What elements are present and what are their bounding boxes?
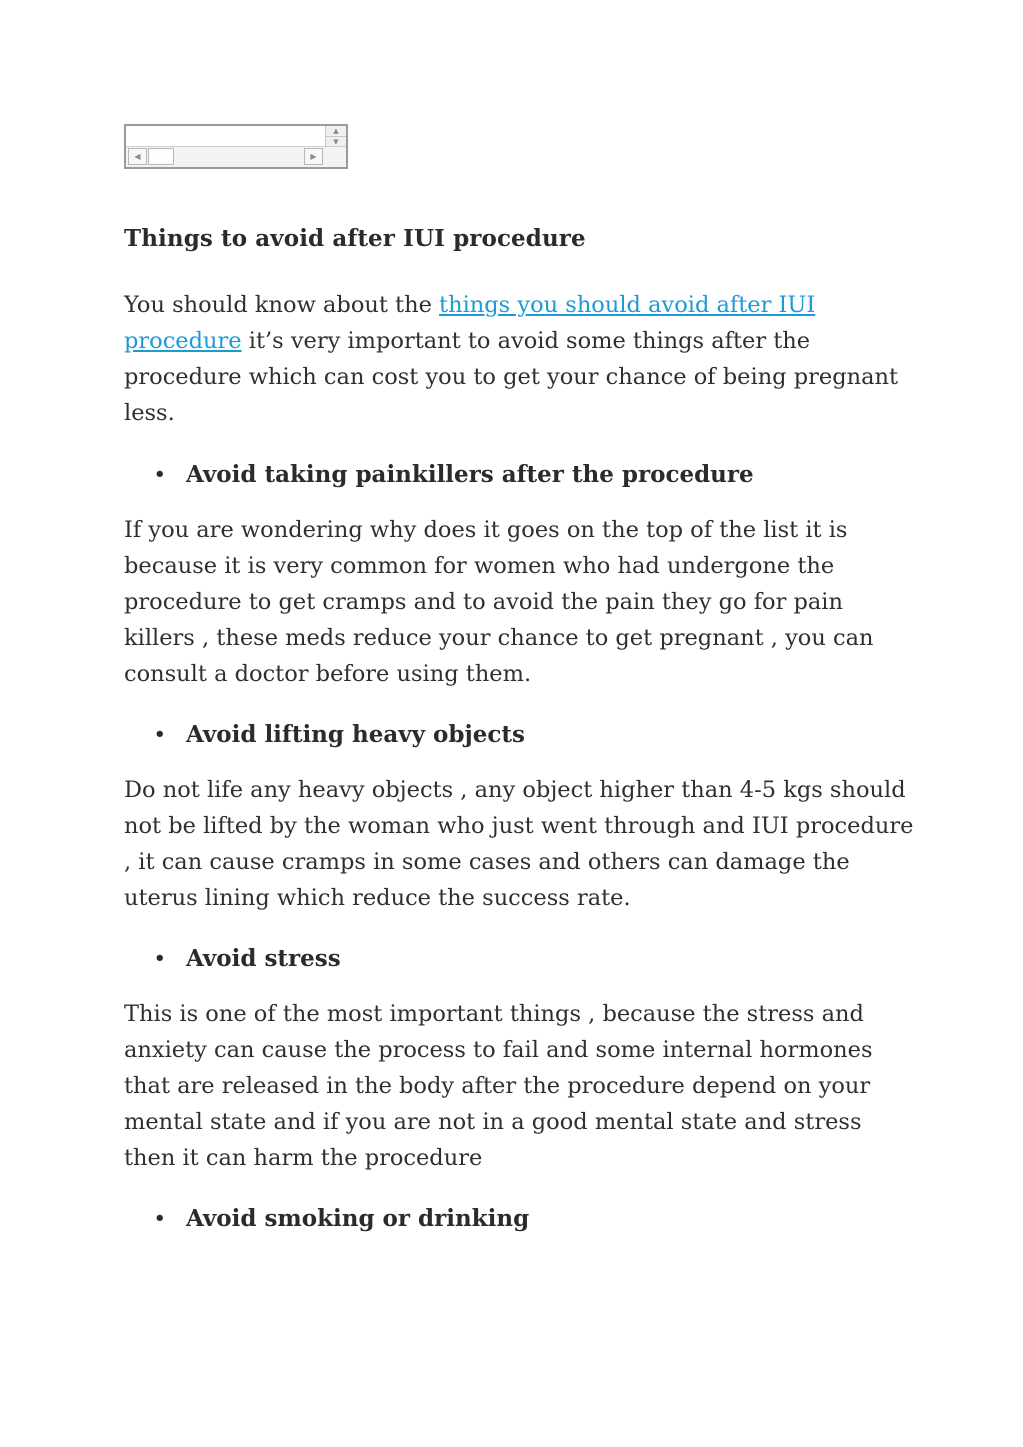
avoid-things-link[interactable]: things you should avoid after IUI procedure [124, 292, 816, 354]
vertical-scrollbar[interactable] [325, 126, 346, 148]
scroll-left-icon[interactable]: ◀ [128, 148, 147, 165]
intro-paragraph [124, 287, 914, 431]
list-item-label: Avoid stress [186, 945, 341, 972]
scroll-up-icon[interactable]: ▲ [326, 126, 346, 137]
scrollbar-thumb[interactable] [148, 148, 174, 165]
list-item [124, 944, 341, 974]
bullet-icon: • [154, 948, 166, 969]
list-item-label: Avoid smoking or drinking [186, 1205, 530, 1232]
list-item-label: Avoid lifting heavy objects [186, 721, 525, 748]
list-item [124, 460, 754, 490]
intro-text-before: You should know about the [124, 292, 440, 318]
embedded-frame[interactable] [124, 124, 348, 169]
section-paragraph: If you are wondering why does it goes on the top of the list it is because it is very common for women who had undergone the procedure to get cramps and to avoid the pain they go for pain killers , these meds reduce your chance to get pregnant , you can consult a doctor before using them. [124, 517, 874, 687]
section-paragraph: Do not life any heavy objects , any object higher than 4-5 kgs should not be lifted by the woman who just went through and IUI procedure , it can cause cramps in some cases and others can damage the uterus lining which reduce the success rate. [124, 777, 914, 911]
scroll-right-icon[interactable]: ▶ [304, 148, 323, 165]
bullet-icon: • [154, 464, 166, 485]
bullet-icon: • [154, 1208, 166, 1229]
bullet-icon: • [154, 724, 166, 745]
list-item [124, 720, 525, 750]
scroll-down-icon[interactable]: ▼ [333, 138, 339, 146]
intro-text-after: it’s very important to avoid some things after the procedure which can cost you to get your chance of being pregnant less. [124, 328, 899, 426]
section-paragraph: This is one of the most important things , because the stress and anxiety can cause the process to fail and some internal hormones that are released in the body after the procedure depend on your mental state and if you are not in a good mental state and stress then it can harm the procedure [124, 1001, 873, 1171]
article-heading: Things to avoid after IUI procedure [124, 225, 586, 252]
list-item-label: Avoid taking painkillers after the procedure [186, 461, 754, 488]
horizontal-scrollbar[interactable] [126, 146, 346, 167]
list-item [124, 1204, 529, 1234]
